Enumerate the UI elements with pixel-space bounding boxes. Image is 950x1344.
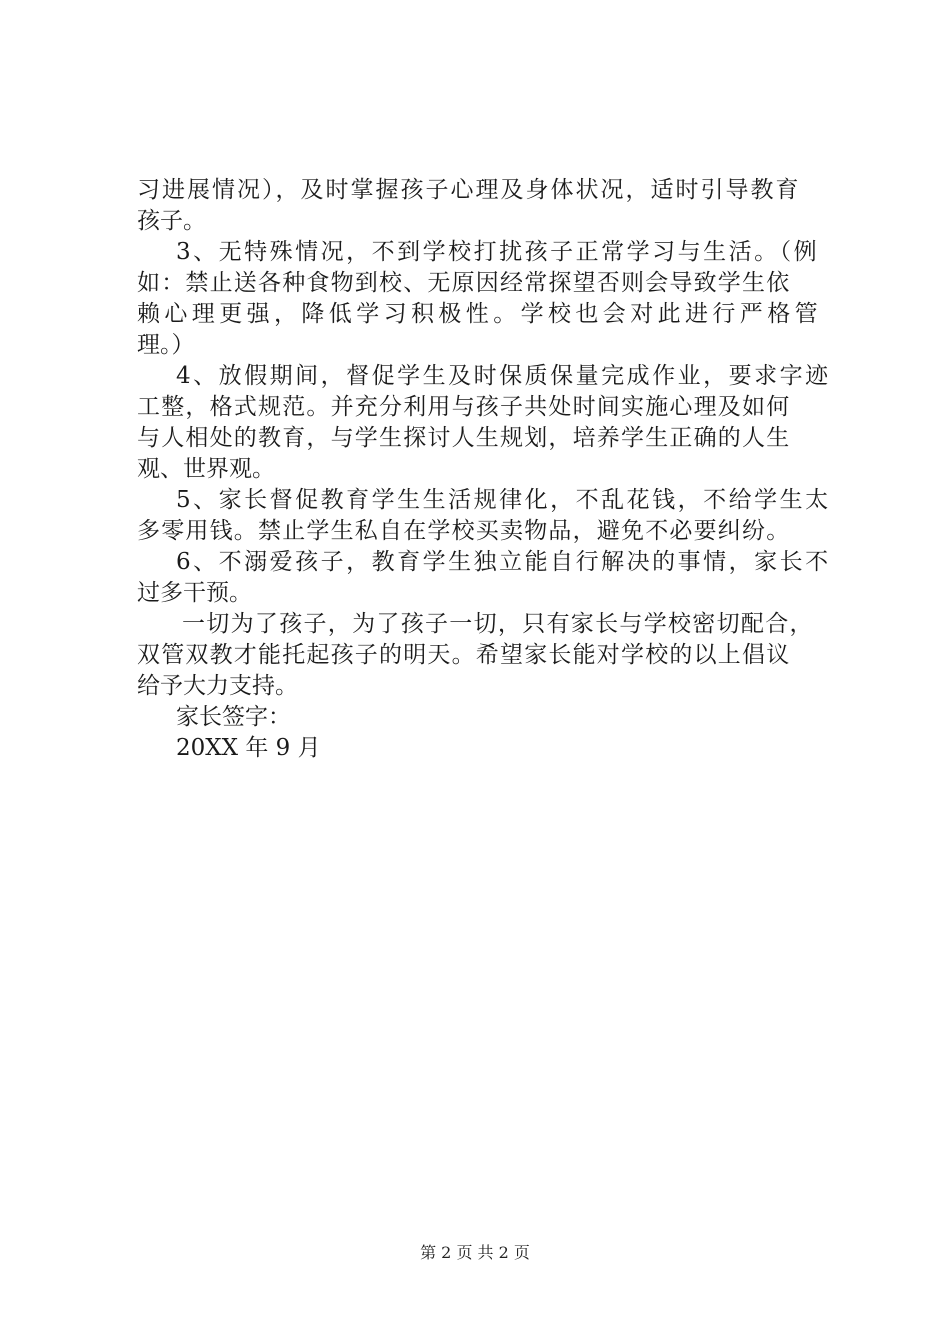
text-line: [176, 361, 836, 391]
text-line: [137, 640, 837, 670]
text-line: [176, 485, 836, 515]
text-line: [137, 578, 837, 608]
line-text: 6、不溺爱孩子，教育学生独立能自行解决的事情，家长不: [176, 549, 831, 575]
text-line: [176, 733, 836, 763]
line-text: 5、家长督促教育学生生活规律化，不乱花钱，不给学生太: [176, 487, 831, 513]
page-footer: [0, 1242, 950, 1264]
page-number: 第 2 页 共 2 页: [420, 1243, 530, 1262]
line-text: 工整，格式规范。并充分利用与孩子共处时间实施心理及如何: [137, 394, 791, 420]
text-line: [137, 299, 837, 329]
line-text: 3、无特殊情况，不到学校打扰孩子正常学习与生活。（例: [176, 239, 820, 265]
line-text: 如：禁止送各种食物到校、无原因经常探望否则会导致学生依: [137, 270, 791, 296]
line-text: 赖心理更强，降低学习积极性。学校也会对此进行严格管: [137, 301, 822, 327]
text-line: [137, 206, 837, 236]
line-text: 理。）: [137, 332, 195, 358]
line-text: 孩子。: [137, 208, 206, 234]
text-line: [137, 268, 837, 298]
text-line: [137, 454, 837, 484]
line-text: 一切为了孩子，为了孩子一切，只有家长与学校密切配合，: [182, 611, 814, 637]
text-line: [137, 392, 837, 422]
line-text: 观、世界观。: [137, 456, 275, 482]
line-text: 给予大力支持。: [137, 673, 298, 699]
text-line: [137, 330, 837, 360]
text-line: [137, 175, 837, 205]
line-text: 过多干预。: [137, 580, 252, 606]
text-line: [176, 547, 836, 577]
text-line: [137, 423, 837, 453]
date-text: 20XX 年 9 月: [176, 735, 321, 761]
line-text: 习进展情况），及时掌握孩子心理及身体状况，适时引导教育: [137, 177, 801, 203]
text-line: [182, 609, 837, 639]
line-text: 4、放假期间，督促学生及时保质保量完成作业，要求字迹: [176, 363, 831, 389]
text-line: [176, 702, 836, 732]
line-text: 多零用钱。禁止学生私自在学校买卖物品，避免不必要纠纷。: [137, 518, 791, 544]
signature-label: 家长签字：: [176, 704, 291, 730]
text-line: [137, 516, 837, 546]
line-text: 与人相处的教育，与学生探讨人生规划，培养学生正确的人生: [137, 425, 791, 451]
line-text: 双管双教才能托起孩子的明天。希望家长能对学校的以上倡议: [137, 642, 791, 668]
text-line: [137, 671, 837, 701]
text-line: [176, 237, 836, 267]
